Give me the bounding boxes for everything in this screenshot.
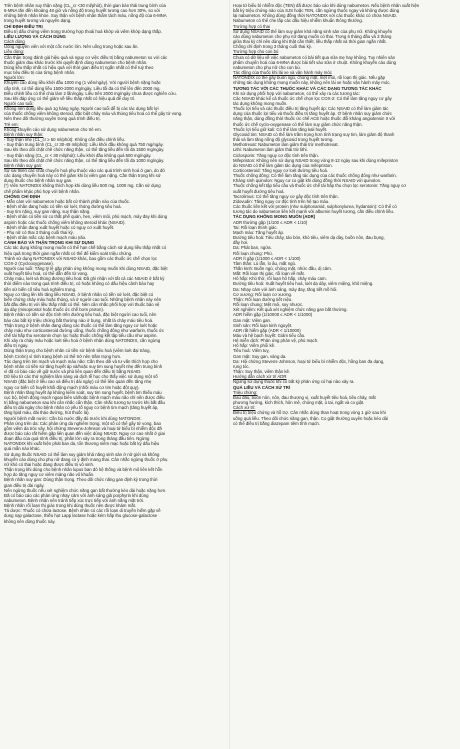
right-text-line: rụng tóc. <box>233 363 250 369</box>
right-text-line: Máu và hệ bạch huyết: Giảm tiểu cầu. <box>233 333 306 338</box>
left-text-line: Bệnh nhân rối loạn thị giác trong khi dùng thuốc nên được khám mắt. <box>4 503 137 509</box>
right-text-line: cáo dùng nabumeton cho phụ nữ đang muốn có thai. Trong 6 tháng đầu và 3 tháng <box>233 33 392 39</box>
right-text-line: có thể điều trị bằng diazepam tiêm tĩnh mạch. <box>233 420 320 426</box>
right-text-line: do NSAID có thể làm giảm tác dụng của mifepriston. <box>233 162 333 168</box>
right-text-line: Da: Hội chứng Stevens-Johnson, hoại tử biểu bì nhiễm độc, hồng ban đa dạng, <box>233 358 385 364</box>
right-text-line: Các NSAID khác kể cả thuốc ức chế chọn lọc COX-2: Có thể làm tăng nguy cơ gây <box>233 95 392 101</box>
left-text-line: chế tái hấp thu serotonin chọn lọc hoặc thuốc chống kết tập tiểu cầu như aspirin. <box>4 333 158 338</box>
left-text-line: Phản ứng trên da: Các phản ứng da nghiêm trọng, một số có thể gây tử vong, bao <box>4 420 161 426</box>
right-text-line: Mifepriston: Không nên sử dụng NSAID trong vòng 8-12 ngày sau khi dùng mifepriston <box>233 157 399 163</box>
right-text-line: Mạch máu: Tăng huyết áp. <box>233 229 285 235</box>
right-text-line: xuất huyết đường tiêu hoá. <box>233 188 285 194</box>
left-text-line: dung nạp galactose, thiếu hụt Lapp lactase hoặc kém hấp thu glucose-galactose <box>4 513 158 519</box>
left-text-line: Không khuyến cáo sử dụng nabumeton cho trẻ em. <box>4 126 102 132</box>
left-section-heading: CHỐNG CHỈ ĐỊNH <box>4 193 41 199</box>
left-text-line: xuất huyết tiêu hoá, có thể dẫn đến tử vong. <box>4 271 89 277</box>
left-column <box>4 3 227 749</box>
right-text-line: năng thận, dùng đồng thời thuốc ức chế ACE hoặc thuốc đối kháng angiotensin II với <box>233 116 396 122</box>
right-text-line: phương hướng, kích thích, hôn mê, chóng mặt, ù tai, ngất và co giật. <box>233 400 365 406</box>
left-text-line: Bệnh nhân suy gan: Dùng thận trọng. Theo dõi chức năng gan định kỳ trong thời <box>4 477 158 483</box>
right-text-line: Xét nghiệm: Kết quả xét nghiệm chức năng gan bất thường. <box>233 307 348 313</box>
right-column <box>233 3 456 749</box>
left-text-line: gian điều trị dài ngày. <box>4 482 45 488</box>
left-text-line: Bệnh nhân có tiền sử độc tính trên đường tiêu hoá, đặc biệt người cao tuổi, nên <box>4 312 157 318</box>
page-fold-line <box>229 0 230 749</box>
left-text-line: nabumeton. Bệnh nhân nên tránh tiếp xúc trực tiếp với ánh nắng mặt trời. <box>4 498 145 503</box>
right-text-line: Da: Phát ban, ngứa. <box>233 245 272 251</box>
left-text-line: thuốc giảm đau khác trước khi quyết định dùng nabumeton cho bệnh nhân. <box>4 59 148 65</box>
left-text-line: cấp tính, có thể dùng liều 1500-2000 mg/ngày. Liều tối đa có thể lên đến 2000 mg. <box>4 85 161 91</box>
right-text-line: tác dụng không mong muốn. <box>233 100 288 106</box>
right-text-line: ADR ít gặp (1/1000 ≤ ADR < 1/100) <box>233 255 301 261</box>
left-text-line: - Mẫn cảm với nabumeton hoặc bất cứ thành phần nào của thuốc. <box>4 198 131 204</box>
right-text-line: Thuốc lợi tiểu giữ kali: Có thể làm tăng kali huyết. <box>233 126 328 132</box>
right-text-line: Đường tiêu hoá: Xuất huyết tiêu hoá, loét dạ dày, viêm miệng, khô miệng. <box>233 281 374 287</box>
right-text-line: Chống chỉ định trong 3 tháng cuối thai kỳ. <box>233 44 313 50</box>
right-text-line: Hệ miễn dịch: Phản ứng phản vệ, phù mạch. <box>233 338 319 344</box>
right-text-line: Corticosteroid: Tăng nguy cơ loét đường tiêu hoá. <box>233 168 329 173</box>
right-subheading: Trường hợp có thai <box>233 23 271 29</box>
right-text-line: Chưa có dữ liệu về việc nabumeton có bài tiết qua sữa mẹ hay không. Tuy nhiên sản <box>233 54 395 60</box>
left-text-line: Tác dụng trên tim mạch và mạch máu não: Cần theo dõi và tư vấn thích hợp cho <box>4 358 158 364</box>
right-text-line: Sinh sản: Rối loạn kinh nguyệt. <box>233 322 293 328</box>
right-text-line: tương tác do nabumeton liên kết mạnh với albumin huyết tương, cần điều chỉnh liều. <box>233 209 395 215</box>
left-text-line: bắt đầu điều trị với liều thấp nhất có thể. Nên cân nhắc phối hợp với thuốc bảo vệ <box>4 302 160 308</box>
right-text-line: ADR rất hiếm gặp (ADR < 1/10000) <box>233 327 301 333</box>
left-text-line: Dùng thận trọng cho bệnh nhân có tiền sử bệnh tiêu hoá (viêm loét đại tràng, <box>4 348 151 354</box>
right-subheading: Cách xử trí: <box>233 405 256 411</box>
left-section-heading: LIỀU LƯỢNG VÀ CÁCH DÙNG <box>4 33 66 39</box>
left-text-line: cục bộ, bệnh động mạch ngoại biên và/hoặc bệnh mạch máu não chỉ nên được điều <box>4 394 165 400</box>
left-text-line: trị bằng nabumeton sau khi cân nhắc cẩn thận. Cân nhắc tương tự trước khi bắt đầu <box>4 400 165 406</box>
right-subheading: Triệu chứng: <box>233 389 258 395</box>
right-text-line: Mắt: Rối loạn thị giác, rối loạn về mắt. <box>233 271 305 277</box>
left-text-line: tiền sử biến cố tiêu hoá nghiêm trọng. <box>4 286 77 292</box>
right-text-line: Hô hấp: Khó thở, rối loạn hô hấp, chảy máu cam. <box>233 276 327 282</box>
right-text-line: dụng của thuốc lợi tiểu và thuốc điều trị tăng huyết áp. Ở bệnh nhân suy giảm chức <box>233 111 392 117</box>
left-text-line: - Bệnh nhân đang hoặc có tiền sử loét, thủng đường tiêu hoá. <box>4 204 122 210</box>
left-text-line: - Phụ nữ có thai 3 tháng cuối thai kỳ. <box>4 229 74 235</box>
left-text-line: Người cao tuổi: Tăng tỷ lệ gặp phản ứng không mong muốn khi dùng NSAID, đặc biệt <box>4 265 168 271</box>
left-text-line: hợp do tăng nguy cơ viêm màng não vô khuẩn. <box>4 472 95 478</box>
right-text-line: NATONDIX có thể gây buồn ngủ, chóng mặt, mệt mỏi, rối loạn thị giác. Nếu gặp <box>233 75 385 81</box>
left-text-line: - Suy thận nhẹ (CL_cr ≥ 50 ml/phút): Không cần điều chỉnh liều. <box>4 137 126 143</box>
left-text-line: chế phẩm khác phù hợp với bệnh nhân. <box>4 188 81 194</box>
right-text-line: thuốc ức chế cyclo-oxygenase có thể làm suy giảm chức năng thận. <box>233 121 363 127</box>
left-text-line: - Bệnh nhân mắc các bệnh mạch máu não. <box>4 235 87 241</box>
left-text-line: hiệu quả trong thời gian ngắn nhất có thể để kiểm soát triệu chứng. <box>4 250 133 256</box>
left-text-line: - Suy thận nặng (CL_cr < 30 ml/phút): Liều khởi đầu không quá 500 mg/ngày. <box>4 152 152 158</box>
left-text-line: Tá dược: Thuốc có chứa lactose. Bệnh nhân có các rối loạn di truyền hiếm gặp về <box>4 508 161 514</box>
right-text-line: Rối loạn chung: Mệt mỏi, suy nhược. <box>233 302 304 308</box>
left-text-line: gồm viêm da tróc vảy, hội chứng Stevens-Johnson và hoại tử biểu bì nhiễm độc đã <box>4 425 162 431</box>
left-text-line: Khuyến cáo dùng liều khởi đầu 1000 mg (1 viên/ngày). Với người bệnh nặng hoặc <box>4 80 161 86</box>
left-text-line: Các tác dụng không mong muốn có thể hạn chế bằng cách sử dụng liều thấp nhất có <box>4 245 167 251</box>
right-text-line: Gan mật: Viêm gan. <box>233 317 272 323</box>
left-text-line: Điều chỉnh liều có thể chia làm 2 lần/ngày. Liều trên 2000 mg/ngày chưa được nghiên cứu. <box>4 90 177 96</box>
right-text-line: giữa thai kỳ chỉ nên dùng khi thật cần thiết, liều thấp nhất và thời gian ngắn nhất. <box>233 39 387 45</box>
left-text-line: trong huyết tương và nguyên dạng. <box>4 18 72 24</box>
left-text-line: Không nên dùng liều quá 1g hàng ngày. Người cao tuổi dễ bị các tác dụng bất lợi <box>4 106 159 112</box>
left-text-line: quá mẫn nào khác. <box>4 446 41 452</box>
left-text-line: đoạn đầu của quá trình điều trị, phần lớn xảy ra trong tháng đầu tiên. Ngừng <box>4 436 150 442</box>
right-text-line: Đường tiêu hoá: Tiêu chảy, táo bón, khó tiêu, viêm dạ dày, buồn nôn, đau bụng, <box>233 235 385 241</box>
right-subheading: Trường hợp cho con bú <box>233 49 279 55</box>
left-subheading: Bệnh nhân suy thận: <box>4 131 44 137</box>
left-text-line: của thuốc chống viêm không steroid, đặc biệt chảy máu và thủng tiêu hoá có thể gây tử vong. <box>4 111 183 117</box>
right-subheading: Tác động của thuốc khi lái xe và vận hành máy móc <box>233 70 332 76</box>
left-text-line: bệnh nhân có tiền sử tăng huyết áp và/hoặc suy tim sung huyết nhẹ đến trung bình <box>4 363 163 369</box>
left-text-line: Chảy máu, loét và thủng đường tiêu hoá: Đã ghi nhận với tất cả các NSAID ở bất kỳ <box>4 276 165 282</box>
left-text-line: Bệnh nhân tăng huyết áp không kiểm soát, suy tim sung huyết, bệnh tim thiếu máu <box>4 389 162 395</box>
left-text-line: các dạng chuyển hoá này có thể giảm khi bị viêm gan nặng. Cần thận trọng khi sử <box>4 173 161 179</box>
left-subheading: Người cao tuổi: <box>4 100 34 106</box>
left-text-line: Dùng liều thấp nhất có hiệu quả với thời gian điều trị ngắn nhất có thể tuỳ theo <box>4 64 154 70</box>
right-text-line: Gan mật: Suy gan, vàng da. <box>233 353 287 359</box>
right-text-line: Sử dụng NSAID có thể làm suy giảm khả năng sinh sản của phụ nữ. Không khuyến <box>233 28 393 34</box>
right-text-line: Methotrexat: Nabumeton làm giảm thải trừ methotrexat. <box>233 142 339 148</box>
right-text-line: Hô hấp: Viêm phổi kẽ. <box>233 343 276 349</box>
right-section-heading: TÁC DỤNG KHÔNG MONG MUỐN (ADR) <box>233 214 316 220</box>
right-text-line: thải và làm tăng nồng độ glycosid trong huyết tương. <box>233 137 334 143</box>
left-subheading: Liều dùng: <box>4 49 25 55</box>
right-text-line: Nabumeton có thể che lấp các dấu hiệu nhiễm khuẩn thông thường. <box>233 18 363 24</box>
left-text-line: Khi xảy ra chảy máu hoặc loét tiêu hoá ở bệnh nhân dùng NATONDIX, cần ngừng <box>4 338 161 344</box>
left-text-line: Sau khi đáp ứng có thể giảm về liều thấp nhất có hiệu quả để duy trì. <box>4 95 136 101</box>
right-text-line: Thần kinh: Buồn ngủ, chóng mặt, nhức đầu, dị cảm. <box>233 265 332 271</box>
left-text-line: không nên dùng thuốc này. <box>4 518 56 524</box>
left-text-line: COX-2 (Cyclooxygenase). <box>4 260 54 266</box>
left-text-line: Nên theo dõi thường xuyên trong quá trình điều trị. <box>4 116 101 122</box>
left-subheading: Cách dùng <box>4 39 25 45</box>
right-text-line: Thuốc chống đông: Có thể làm tăng tác dụng của các thuốc chống đông như warfarin. <box>233 173 397 179</box>
right-text-line: Kháng sinh quinolon: Nguy cơ co giật khi dùng đồng thời NSAID với quinolon. <box>233 178 382 184</box>
left-text-line: Sự sai thiên các chất chuyển hoá phụ thuộc vào các quá trình sinh hoá ở gan, do đó <box>4 168 165 173</box>
right-text-line: Glycosid tim: NSAID có thể làm trầm trọng hơn tình trạng suy tim, làm giảm độ thanh <box>233 131 395 137</box>
left-subheading: Trẻ em: <box>4 121 19 127</box>
left-text-line: biến chứng chảy máu hoặc thủng, và ở người cao tuổi. Những bệnh nhân này nên <box>4 296 162 302</box>
left-text-line: aspirin hoặc các thuốc chống viêm không steroid khác (NSAID). <box>4 219 126 225</box>
right-text-line: Cơ xương: Rối loạn cơ xương. <box>233 291 293 297</box>
right-text-line: Ciclosporin: Tăng nguy cơ độc tính trên thận. <box>233 152 319 158</box>
left-text-line: - Bệnh nhân đang xuất huyết hoặc có nguy cơ xuất huyết. <box>4 224 115 230</box>
right-text-line: Tacrolimus: Có thể tăng nguy cơ gây độc tính trên thận. <box>233 193 339 199</box>
left-text-line: Thận trọng khi dùng cho bệnh nhân lupus ban đỏ hệ thống và bệnh mô liên kết hỗn <box>4 467 163 473</box>
left-text-line: được báo cáo rất hiếm gặp liên quan đến việc dùng NSAID. Nguy cơ cao nhất ở giai <box>4 430 165 436</box>
left-text-line: Dữ liệu từ các thử nghiệm lâm sàng và dịch tễ học cho thấy việc sử dụng một số <box>4 374 158 380</box>
left-text-line: dụng thuốc cho bệnh nhân suy gan. <box>4 178 73 184</box>
right-text-line: ADR hiếm gặp (1/10000 ≤ ADR < 1/1000) <box>233 312 313 318</box>
right-text-line: Thuốc chống kết tập tiểu cầu và thuốc ức chế tái hấp thu chọn lọc serotonin: Tăng nguy cơ <box>233 183 407 189</box>
right-text-line: Zidovudin: Tăng nguy cơ độc tính trên hệ tạo máu. <box>233 198 330 204</box>
left-section-heading: CHỈ ĐỊNH ĐIỀU TRỊ <box>4 23 43 29</box>
left-text-line: báo cáo bất kỳ triệu chứng bất thường nào ở bụng, nhất là chảy máu tiêu hoá. <box>4 317 154 323</box>
left-text-line: nữ khó có thai hoặc đang được điều trị vô sinh. <box>4 461 95 467</box>
left-text-line: dạ dày (misoprostol hoặc thuốc ức chế bơm proton). <box>4 307 105 313</box>
left-text-line: - Suy thận trung bình (CL_cr 30-49 ml/phút): Liều khởi đầu không quá 750 mg/ngày. <box>4 142 164 148</box>
left-text-line: Điều trị dấu chứng viêm trong trường hợp thoái hoá khớp và viêm khớp dạng thấp. <box>4 28 162 34</box>
right-text-line: Thận: Rối loạn đường tiết niệu. <box>233 296 293 302</box>
right-text-line: Tiêu hoá: Viêm tuỵ. <box>233 348 270 354</box>
left-text-line: tăng lipid máu, đái tháo đường, hút thuốc lá). <box>4 410 90 416</box>
right-text-line: những tác dụng không mong muốn này, không nên lái xe hoặc vận hành máy móc. <box>233 80 391 86</box>
left-text-line: Sau khi theo dõi chặt chẽ chức năng thận, có thể tăng liều đến tối đa 1000 mg/ngày. <box>4 157 165 163</box>
right-text-line: Đau đầu, buồn nôn, nôn, đau thượng vị, xuất huyết tiêu hoá, tiêu chảy, mất <box>233 394 376 400</box>
right-text-line: Thận: Suy thận, viêm thận kẽ. <box>233 369 291 375</box>
right-text-line: Các thuốc liên kết với protein (như sulphonamid, sulphonylurea, hydantoin): Có thể có <box>233 204 397 210</box>
left-text-line: mục tiêu điều trị của từng bệnh nhân. <box>4 70 76 76</box>
left-text-line: khuyến cáo dùng cho phụ nữ đang có ý định mang thai. Cân nhắc ngừng thuốc ở phụ <box>4 456 168 462</box>
right-text-line: Tâm thần: Lú lẫn, lo âu, mất ngủ. <box>233 260 297 266</box>
right-subheading: Hướng dẫn cách xử trí ADR <box>233 374 287 380</box>
right-text-line: Hoại tử biểu bì nhiễm độc (TEN) đã được báo cáo khi dùng nabumeton. Nếu bệnh nhân xuất hiện <box>233 3 420 8</box>
left-text-line: điều trị ngay. <box>4 343 29 349</box>
left-text-line: 6-MNA tăn đến khoảng 48 giờ và nồng độ trong huyết tương cao hơn 30%, so với <box>4 8 161 14</box>
right-text-line: Da: Nhạy cảm với ánh sáng, mày đay, tăng tiết mồ hôi. <box>233 286 338 292</box>
left-text-line: Trên bệnh nhân suy thận nặng (CL_cr <30 ml/phút), thời gian bán thải trung bình của <box>4 3 166 8</box>
left-text-line: Sử dụng thuốc NSAID có thể làm suy giảm khả năng sinh sản ở nữ giới và không <box>4 451 160 457</box>
left-text-line: Nguy cơ tăng lên khi tăng liều NSAID, ở bệnh nhân có tiền sử loét, đặc biệt có <box>4 291 154 297</box>
left-text-line: chảy máu như corticosteroid đường uống, thuốc chống đông như warfarin, thuốc ức <box>4 327 165 333</box>
left-text-line: (*) Viên NATONDIX không thích hợp khi dùng liều 500 mg, 1000 mg. Cần sử dụng <box>4 183 161 189</box>
left-text-line: Tránh sử dụng NATONDIX với NSAID khác, bao gồm các thuốc ức chế chọn lọc <box>4 255 157 261</box>
right-text-line: Lithi: Nabumeton làm giảm thải trừ lithi. <box>233 147 308 153</box>
left-text-line: bệnh Crohn) vì tình trạng bệnh có thể trở nên trầm trọng hơn. <box>4 353 122 359</box>
left-section-heading: CẢNH BÁO VÀ THẬN TRỌNG KHI SỬ DỤNG <box>4 240 95 246</box>
left-text-line: Nên ngừng thuốc nếu xét nghiệm chức năng gan bất thường kéo dài hoặc nặng hơn. <box>4 487 167 493</box>
right-text-line: Điều trị triệu chứng và hỗ trợ. Cân nhắc dùng than hoạt trong vòng 1 giờ sau khi <box>233 410 386 416</box>
right-text-line: Tai: Rối loạn thính giác. <box>233 224 278 230</box>
right-text-line: nabumeton cho phụ nữ cho con bú. <box>233 64 301 70</box>
left-text-line: vì đã có báo cáo về giữ nước và phù liên quan đến điều trị bằng NSAID. <box>4 369 142 375</box>
right-text-line: Rối loạn chung: Phù. <box>233 250 273 256</box>
left-text-line: Thận trọng ở bệnh nhân đang dùng các thuốc có thể làm tăng nguy cơ loét hoặc <box>4 322 158 328</box>
right-text-line: Ngừng sử dụng thuốc khi có bất kỳ phản ứng có hại nào xảy ra. <box>233 379 355 385</box>
left-text-line: những bệnh nhân khỏe. Suy thận với bệnh nhân thẩm tách máu, nồng độ của 6-MNA <box>4 13 167 19</box>
right-text-line: Khi sử dụng phối hợp với nabumeton, có thể xảy ra các tương tác: <box>233 90 360 96</box>
left-text-line: - Suy tim nặng, suy gan nặng, suy thận nặng. <box>4 209 91 215</box>
right-text-line: lại nabumeton. Không dùng đồng thời NATONDIX với các thuốc khác có chứa NSAID. <box>233 13 398 19</box>
left-text-line: Người bệnh mất nước: Cần bù nước đầy đủ trước khi dùng NATONDIX. <box>4 415 142 421</box>
left-text-line: Đã có báo cáo các phản ứng nhạy cảm với ánh sáng giả porphyrin khi dùng <box>4 492 149 498</box>
right-text-line: Thuốc lợi tiểu và các thuốc điều trị tăng huyết áp: Các NSAID có thể làm giảm tác <box>233 106 389 112</box>
left-text-line: điều trị dài ngày cho bệnh nhân có yếu tố nguy cơ bệnh tim mạch (tăng huyết áp, <box>4 405 159 411</box>
left-text-line: NSAID (đặc biệt ở liều cao và điều trị dài ngày) có thể liên quan đến tăng nhẹ <box>4 379 152 385</box>
right-text-line: bất kỳ triệu chứng nào của SJS hoặc TEN, cần ngừng thuốc ngay và không được dùng <box>233 8 400 14</box>
right-text-line: đầy hơi. <box>233 240 249 246</box>
left-text-line: nguy cơ biến cố huyết khối động mạch (nhồi máu cơ tim hoặc đột quỵ). <box>4 384 140 390</box>
right-text-line: ADR thường gặp (1/100 ≤ ADR < 1/10) <box>233 219 308 225</box>
left-subheading: Người lớn: <box>4 75 25 81</box>
left-subheading: Bệnh nhân suy gan: <box>4 162 43 168</box>
left-text-line: Uống nguyên viên với một cốc nước lớn. Nên uống trong hoặc sau ăn. <box>4 44 139 50</box>
left-text-line: thời điểm nào trong quá trình điều trị, có hoặc không có dấu hiệu cảnh báo hay <box>4 281 155 287</box>
left-text-line: NATONDIX khi xuất hiện phát ban da, tổn thương niêm mạc hoặc bất kỳ dấu hiệu <box>4 441 160 447</box>
left-text-line: Sau khi theo dõi chặt chẽ chức năng thận, có thể tăng liều đến tối đa 1500 mg/ngày. <box>4 147 165 153</box>
right-text-line: uống quá liều. Theo dõi chức năng gan, thận. Co giật thường xuyên hoặc kéo dài <box>233 415 388 421</box>
right-text-line: phẩm chuyển hoá của 6-MNA được bài tiết vào sữa ở chuột. Không khuyến cáo dùng <box>233 59 397 65</box>
left-text-line: Cần thận trọng đánh giá hiệu quả và nguy cơ việc điều trị bằng nabumeton so với các <box>4 54 168 60</box>
right-section-heading: QUÁ LIỀU VÀ CÁCH XỬ TRÍ <box>233 384 291 390</box>
left-text-line: - Bệnh nhân có tiền sử co thắt phế quản, hen, viêm mũi, phù mạch, mày đay khi dùng <box>4 214 168 220</box>
right-section-heading: TƯƠNG TÁC VỚI CÁC THUỐC KHÁC VÀ CÁC DẠNG TƯƠNG TÁC KHÁC <box>233 85 382 91</box>
